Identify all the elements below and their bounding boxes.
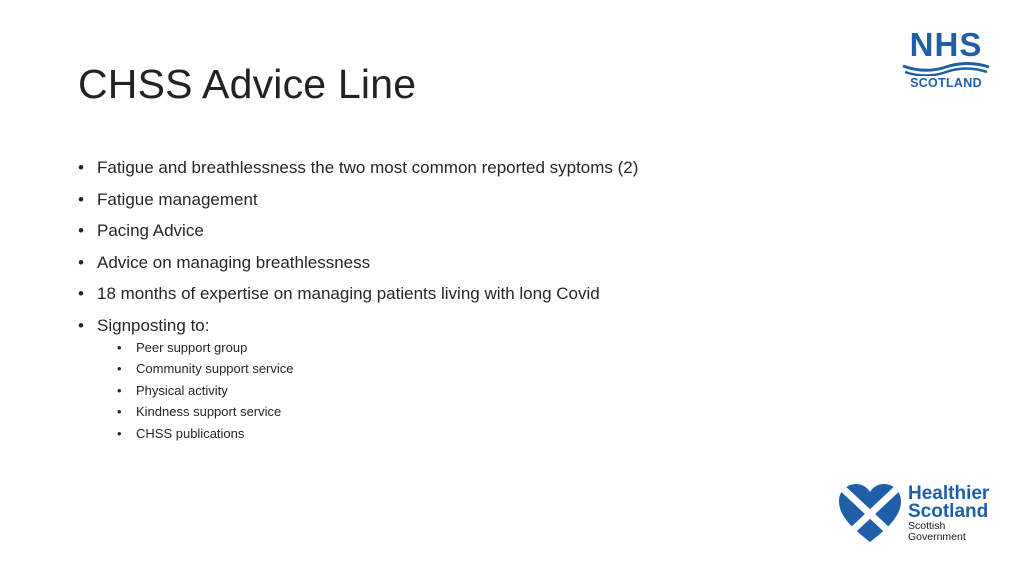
bullet-item: • 18 months of expertise on managing patients living with long Covid bbox=[78, 278, 638, 310]
sub-bullet-item: • Physical activity bbox=[117, 380, 294, 401]
bullet-item: • Advice on managing breathlessness bbox=[78, 247, 638, 279]
sub-bullet-item: • Community support service bbox=[117, 358, 294, 379]
bullet-item: • Pacing Advice bbox=[78, 215, 638, 247]
nhs-logo-region: SCOTLAND bbox=[910, 76, 982, 90]
logo-line-scotland: Scotland bbox=[908, 501, 989, 522]
sub-bullet-item: • Kindness support service bbox=[117, 401, 294, 422]
bullet-item: • Signposting to: bbox=[78, 310, 638, 342]
nhs-scotland-logo bbox=[900, 28, 992, 92]
logo-line-government: Government bbox=[908, 530, 966, 543]
saltire-heart-icon bbox=[838, 484, 902, 544]
slide-title: CHSS Advice Line bbox=[78, 61, 417, 107]
bullet-item: • Fatigue and breathlessness the two most common reported syptoms (2) bbox=[78, 152, 638, 184]
logo-line-scottish: Scottish bbox=[908, 520, 946, 532]
sub-bullet-item: • CHSS publications bbox=[117, 423, 294, 444]
logo-line-healthier: Healthier bbox=[908, 483, 990, 504]
bullet-list bbox=[78, 152, 638, 341]
bullet-item: • Fatigue management bbox=[78, 184, 638, 216]
healthier-scotland-wordmark bbox=[908, 485, 989, 542]
sub-bullet-item: • Peer support group bbox=[117, 337, 294, 358]
nhs-logo-mark: NHS bbox=[909, 26, 983, 63]
wave-icon bbox=[901, 62, 991, 76]
healthier-scotland-logo bbox=[838, 484, 1008, 546]
sub-bullet-list bbox=[117, 337, 294, 444]
